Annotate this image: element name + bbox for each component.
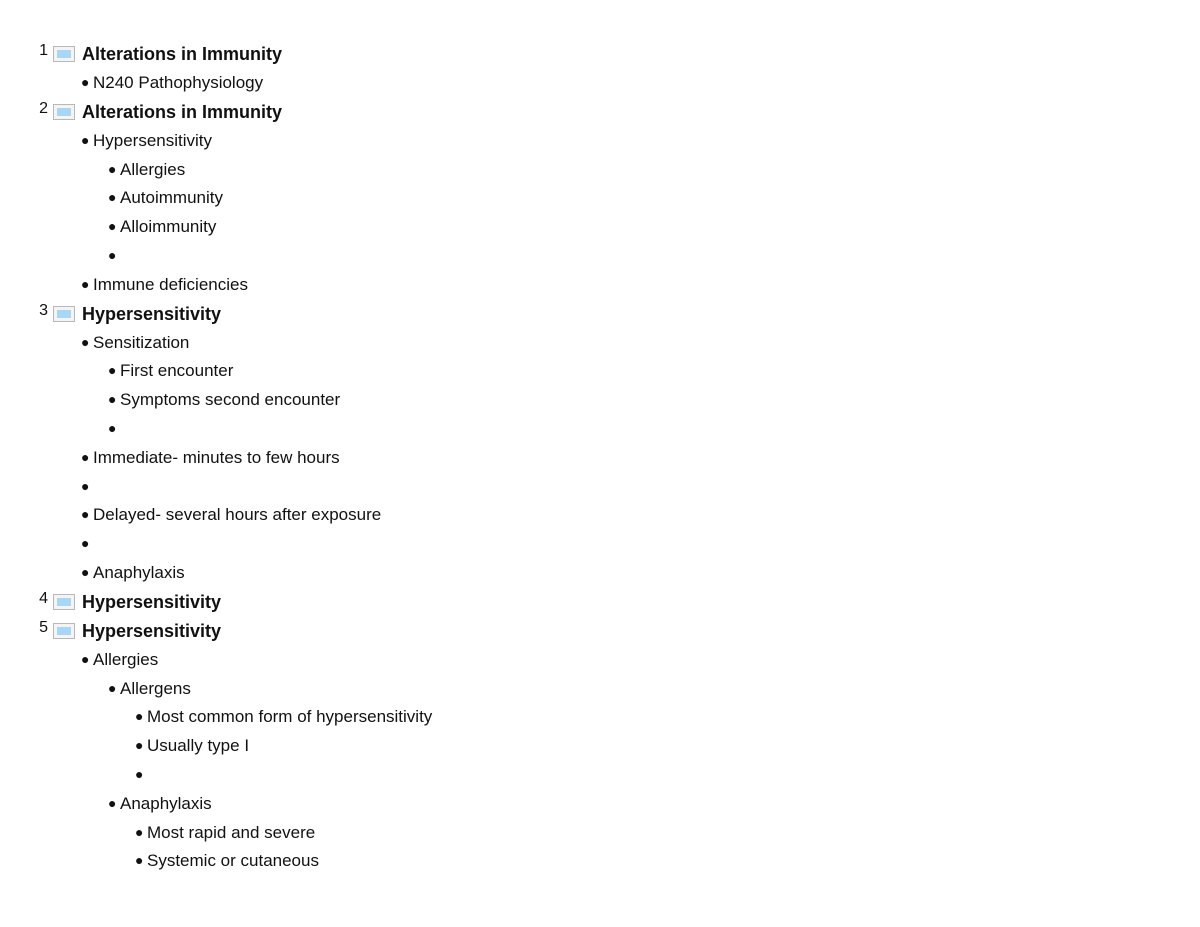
bullet-dot-icon: ● [135, 823, 144, 840]
slide-row[interactable] [0, 40, 1200, 69]
bullet-item[interactable] [0, 184, 1200, 213]
bullet-item[interactable] [0, 559, 1200, 588]
slide-title[interactable]: Alterations in Immunity [82, 44, 283, 64]
bullet-dot-icon: ● [81, 563, 90, 580]
bullet-text[interactable]: Anaphylaxis [93, 562, 185, 582]
bullet-dot-icon: ● [81, 535, 90, 552]
slide-thumbnail-icon[interactable] [53, 623, 75, 639]
slide-title[interactable]: Hypersensitivity [82, 303, 222, 324]
bullet-item[interactable] [0, 732, 1200, 761]
bullet-item[interactable] [0, 675, 1200, 704]
bullet-item[interactable] [0, 761, 1200, 790]
bullet-dot-icon: ● [81, 333, 90, 350]
bullet-item[interactable] [0, 703, 1200, 732]
bullet-text[interactable]: Alloimmunity [120, 217, 217, 237]
slide-number: 1 [39, 42, 48, 59]
bullet-text[interactable]: Anaphylaxis [120, 793, 212, 813]
slide-title[interactable]: Hypersensitivity [82, 591, 222, 612]
bullet-dot-icon: ● [108, 246, 117, 263]
bullet-dot-icon: ● [108, 794, 117, 811]
bullet-text[interactable]: Autoimmunity [120, 188, 223, 208]
bullet-item[interactable] [0, 213, 1200, 242]
slide-row[interactable] [0, 300, 1200, 329]
slide-thumbnail-icon[interactable] [53, 306, 75, 322]
bullet-text[interactable]: First encounter [120, 361, 234, 381]
bullet-text[interactable]: Systemic or cutaneous [147, 851, 319, 871]
bullet-dot-icon: ● [81, 650, 90, 667]
bullet-item[interactable] [0, 329, 1200, 358]
slide-thumbnail-icon[interactable] [53, 594, 75, 610]
bullet-dot-icon: ● [81, 74, 90, 90]
bullet-text[interactable]: Delayed- several hours after exposure [93, 505, 382, 525]
bullet-dot-icon: ● [135, 765, 144, 782]
bullet-item[interactable] [0, 847, 1200, 876]
bullet-dot-icon: ● [108, 679, 117, 696]
bullet-item[interactable] [0, 790, 1200, 819]
bullet-dot-icon: ● [108, 189, 117, 206]
bullet-item[interactable] [0, 242, 1200, 271]
bullet-dot-icon: ● [108, 218, 117, 235]
bullet-text[interactable]: Symptoms second encounter [120, 390, 341, 410]
bullet-item[interactable] [0, 69, 1200, 98]
bullet-item[interactable] [0, 127, 1200, 156]
bullet-text[interactable]: Most rapid and severe [147, 822, 316, 842]
slide-number: 5 [39, 618, 48, 636]
bullet-text[interactable]: Sensitization [93, 332, 190, 352]
slide-number: 2 [39, 99, 48, 117]
bullet-text[interactable]: Allergens [120, 678, 191, 698]
slide-thumbnail-icon[interactable] [53, 46, 75, 62]
slide-title[interactable]: Alterations in Immunity [82, 101, 283, 122]
bullet-dot-icon: ● [81, 131, 90, 148]
slide-thumbnail-icon[interactable] [53, 104, 75, 120]
bullet-item[interactable] [0, 473, 1200, 502]
slide-number: 4 [39, 589, 48, 607]
bullet-dot-icon: ● [81, 477, 90, 494]
bullet-item[interactable] [0, 646, 1200, 675]
bullet-item[interactable] [0, 271, 1200, 300]
bullet-dot-icon: ● [108, 419, 117, 436]
bullet-dot-icon: ● [135, 852, 144, 869]
bullet-dot-icon: ● [108, 160, 117, 177]
slide-row[interactable] [0, 588, 1200, 617]
bullet-item[interactable] [0, 530, 1200, 559]
outline-view [0, 40, 1200, 876]
bullet-dot-icon: ● [108, 391, 117, 408]
slide-number: 3 [39, 301, 48, 319]
bullet-item[interactable] [0, 444, 1200, 473]
bullet-dot-icon: ● [81, 448, 90, 465]
bullet-dot-icon: ● [135, 708, 144, 725]
bullet-item[interactable] [0, 819, 1200, 848]
bullet-dot-icon: ● [81, 506, 90, 523]
bullet-text[interactable]: Most common form of hypersensitivity [147, 707, 433, 727]
bullet-text[interactable]: Usually type I [147, 736, 250, 756]
bullet-item[interactable] [0, 386, 1200, 415]
bullet-item[interactable] [0, 415, 1200, 444]
bullet-item[interactable] [0, 156, 1200, 185]
bullet-item[interactable] [0, 357, 1200, 386]
slide-row[interactable] [0, 617, 1200, 646]
slide-row[interactable] [0, 98, 1200, 127]
bullet-dot-icon: ● [135, 737, 144, 754]
slide-title[interactable]: Hypersensitivity [82, 620, 222, 641]
bullet-text[interactable]: Hypersensitivity [93, 130, 213, 150]
bullet-text[interactable]: Immune deficiencies [93, 274, 248, 294]
bullet-item[interactable] [0, 501, 1200, 530]
bullet-dot-icon: ● [81, 275, 90, 292]
bullet-dot-icon: ● [108, 362, 117, 379]
bullet-text[interactable]: Allergies [120, 159, 186, 179]
bullet-text[interactable]: Allergies [93, 649, 159, 669]
bullet-text[interactable]: N240 Pathophysiology [93, 73, 264, 92]
bullet-text[interactable]: Immediate- minutes to few hours [93, 447, 340, 467]
